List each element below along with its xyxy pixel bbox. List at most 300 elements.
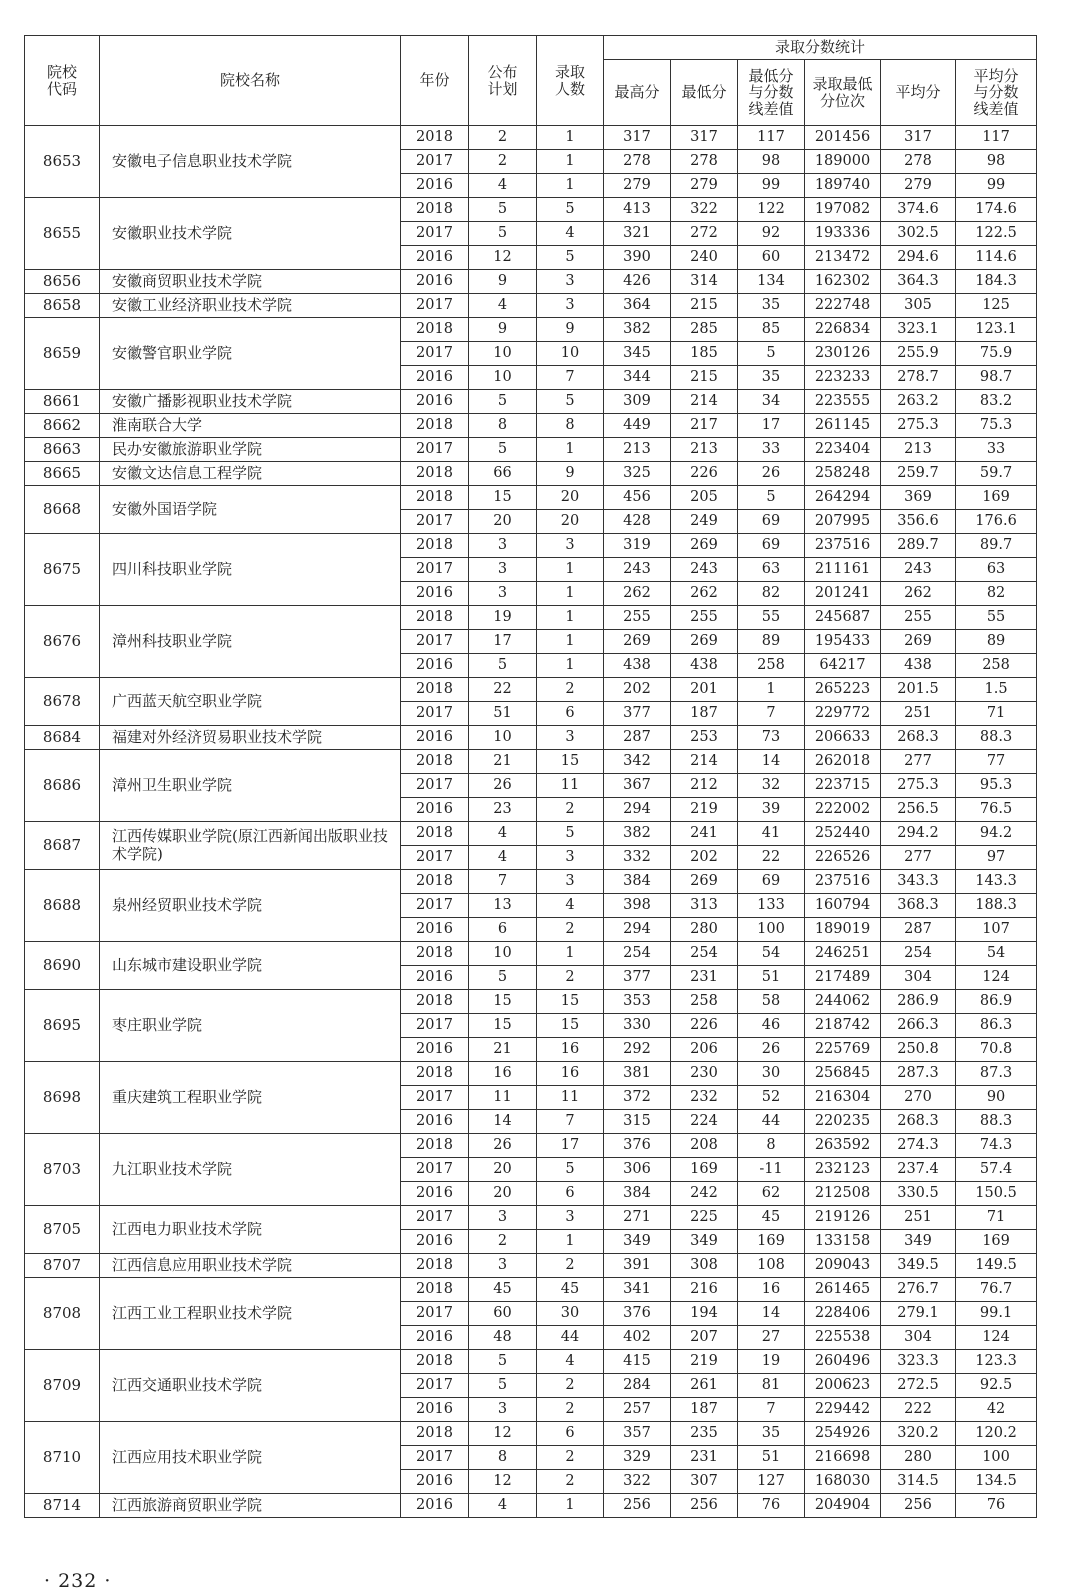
cell-admitted: 3 — [537, 1206, 604, 1230]
cell-max: 278 — [604, 150, 671, 174]
cell-min-diff: 14 — [738, 750, 805, 774]
school-name: 安徽商贸职业技术学院 — [100, 270, 401, 294]
table-row — [25, 606, 1037, 630]
cell-min-rank: 219126 — [805, 1206, 881, 1230]
school-name: 安徽职业技术学院 — [100, 198, 401, 270]
cell-avg: 349.5 — [881, 1254, 956, 1278]
cell-min-rank: 213472 — [805, 246, 881, 270]
cell-avg-diff: 94.2 — [956, 822, 1037, 846]
cell-admitted: 1 — [537, 606, 604, 630]
cell-min: 231 — [671, 1446, 738, 1470]
cell-year: 2017 — [401, 774, 469, 798]
cell-year: 2018 — [401, 318, 469, 342]
cell-min-diff: 69 — [738, 510, 805, 534]
cell-min-rank: 160794 — [805, 894, 881, 918]
cell-year: 2017 — [401, 702, 469, 726]
school-name: 漳州科技职业学院 — [100, 606, 401, 678]
cell-admitted: 2 — [537, 1398, 604, 1422]
cell-min-diff: 5 — [738, 486, 805, 510]
cell-avg: 251 — [881, 1206, 956, 1230]
cell-year: 2018 — [401, 414, 469, 438]
cell-max: 372 — [604, 1086, 671, 1110]
cell-max: 345 — [604, 342, 671, 366]
cell-min-diff: 60 — [738, 246, 805, 270]
cell-avg-diff: 59.7 — [956, 462, 1037, 486]
cell-plan: 20 — [469, 1158, 537, 1182]
cell-max: 341 — [604, 1278, 671, 1302]
cell-avg-diff: 114.6 — [956, 246, 1037, 270]
cell-avg-diff: 87.3 — [956, 1062, 1037, 1086]
cell-min-diff: 100 — [738, 918, 805, 942]
header-code: 院校 代码 — [25, 36, 100, 126]
cell-min: 187 — [671, 702, 738, 726]
cell-min: 317 — [671, 126, 738, 150]
cell-min: 438 — [671, 654, 738, 678]
cell-admitted: 45 — [537, 1278, 604, 1302]
cell-avg: 374.6 — [881, 198, 956, 222]
cell-avg-diff: 33 — [956, 438, 1037, 462]
cell-min: 226 — [671, 462, 738, 486]
cell-avg-diff: 117 — [956, 126, 1037, 150]
cell-min-diff: 54 — [738, 942, 805, 966]
cell-plan: 10 — [469, 366, 537, 390]
cell-avg: 272.5 — [881, 1374, 956, 1398]
cell-plan: 3 — [469, 534, 537, 558]
cell-avg-diff: 63 — [956, 558, 1037, 582]
school-name: 江西应用技术职业学院 — [100, 1422, 401, 1494]
table-row — [25, 1494, 1037, 1518]
cell-avg-diff: 82 — [956, 582, 1037, 606]
cell-min: 314 — [671, 270, 738, 294]
cell-admitted: 16 — [537, 1062, 604, 1086]
cell-max: 243 — [604, 558, 671, 582]
cell-min-rank: 206633 — [805, 726, 881, 750]
school-name: 安徽文达信息工程学院 — [100, 462, 401, 486]
cell-admitted: 44 — [537, 1326, 604, 1350]
cell-max: 382 — [604, 318, 671, 342]
cell-year: 2017 — [401, 1086, 469, 1110]
cell-plan: 45 — [469, 1278, 537, 1302]
cell-year: 2016 — [401, 270, 469, 294]
cell-admitted: 20 — [537, 486, 604, 510]
cell-avg-diff: 100 — [956, 1446, 1037, 1470]
cell-min-rank: 133158 — [805, 1230, 881, 1254]
cell-min-rank: 265223 — [805, 678, 881, 702]
cell-admitted: 8 — [537, 414, 604, 438]
cell-max: 390 — [604, 246, 671, 270]
cell-admitted: 11 — [537, 1086, 604, 1110]
cell-max: 344 — [604, 366, 671, 390]
cell-year: 2017 — [401, 1206, 469, 1230]
cell-avg: 222 — [881, 1398, 956, 1422]
cell-avg: 201.5 — [881, 678, 956, 702]
cell-plan: 6 — [469, 918, 537, 942]
header-admitted: 录取 人数 — [537, 36, 604, 126]
cell-admitted: 2 — [537, 966, 604, 990]
cell-min: 269 — [671, 534, 738, 558]
school-name: 民办安徽旅游职业学院 — [100, 438, 401, 462]
cell-avg-diff: 42 — [956, 1398, 1037, 1422]
cell-year: 2018 — [401, 1350, 469, 1374]
cell-avg: 274.3 — [881, 1134, 956, 1158]
cell-min-diff: 98 — [738, 150, 805, 174]
cell-avg-diff: 169 — [956, 1230, 1037, 1254]
cell-avg: 294.2 — [881, 822, 956, 846]
cell-year: 2016 — [401, 1110, 469, 1134]
cell-min: 269 — [671, 630, 738, 654]
cell-plan: 3 — [469, 582, 537, 606]
cell-min-diff: 35 — [738, 366, 805, 390]
cell-plan: 4 — [469, 822, 537, 846]
school-name: 江西旅游商贸职业学院 — [100, 1494, 401, 1518]
cell-avg: 268.3 — [881, 1110, 956, 1134]
cell-min: 255 — [671, 606, 738, 630]
cell-min-diff: 34 — [738, 390, 805, 414]
cell-avg-diff: 258 — [956, 654, 1037, 678]
cell-max: 413 — [604, 198, 671, 222]
cell-min: 187 — [671, 1398, 738, 1422]
cell-plan: 26 — [469, 774, 537, 798]
school-code: 8668 — [25, 486, 100, 534]
cell-plan: 4 — [469, 846, 537, 870]
cell-plan: 13 — [469, 894, 537, 918]
table-row — [25, 1350, 1037, 1374]
cell-plan: 26 — [469, 1134, 537, 1158]
cell-avg-diff: 71 — [956, 702, 1037, 726]
cell-avg: 323.1 — [881, 318, 956, 342]
cell-min-rank: 204904 — [805, 1494, 881, 1518]
cell-min-rank: 258248 — [805, 462, 881, 486]
cell-min-diff: 92 — [738, 222, 805, 246]
cell-min: 349 — [671, 1230, 738, 1254]
cell-min-diff: 63 — [738, 558, 805, 582]
cell-min: 231 — [671, 966, 738, 990]
cell-plan: 21 — [469, 1038, 537, 1062]
cell-min-diff: 41 — [738, 822, 805, 846]
cell-avg: 330.5 — [881, 1182, 956, 1206]
cell-plan: 14 — [469, 1110, 537, 1134]
cell-plan: 15 — [469, 990, 537, 1014]
cell-plan: 17 — [469, 630, 537, 654]
cell-year: 2016 — [401, 918, 469, 942]
table-row — [25, 270, 1037, 294]
cell-min-rank: 225769 — [805, 1038, 881, 1062]
table-row — [25, 438, 1037, 462]
cell-max: 321 — [604, 222, 671, 246]
school-name: 江西交通职业技术学院 — [100, 1350, 401, 1422]
cell-year: 2018 — [401, 870, 469, 894]
cell-max: 262 — [604, 582, 671, 606]
cell-min-diff: 76 — [738, 1494, 805, 1518]
cell-min-diff: 85 — [738, 318, 805, 342]
cell-admitted: 1 — [537, 174, 604, 198]
cell-admitted: 1 — [537, 942, 604, 966]
cell-admitted: 2 — [537, 1254, 604, 1278]
cell-admitted: 1 — [537, 438, 604, 462]
school-code: 8708 — [25, 1278, 100, 1350]
cell-avg-diff: 83.2 — [956, 390, 1037, 414]
cell-admitted: 4 — [537, 894, 604, 918]
cell-plan: 20 — [469, 510, 537, 534]
cell-avg: 277 — [881, 846, 956, 870]
cell-min: 249 — [671, 510, 738, 534]
cell-admitted: 5 — [537, 1158, 604, 1182]
cell-max: 213 — [604, 438, 671, 462]
cell-min-diff: 45 — [738, 1206, 805, 1230]
school-code: 8675 — [25, 534, 100, 606]
cell-avg-diff: 89 — [956, 630, 1037, 654]
school-code: 8707 — [25, 1254, 100, 1278]
cell-admitted: 1 — [537, 630, 604, 654]
school-name: 江西传媒职业学院(原江西新闻出版职业技术学院) — [100, 822, 401, 870]
cell-avg-diff: 99.1 — [956, 1302, 1037, 1326]
cell-min: 185 — [671, 342, 738, 366]
cell-avg: 268.3 — [881, 726, 956, 750]
school-name: 安徽警官职业学院 — [100, 318, 401, 390]
cell-plan: 3 — [469, 1206, 537, 1230]
cell-min-diff: 7 — [738, 702, 805, 726]
cell-min-diff: 62 — [738, 1182, 805, 1206]
cell-max: 415 — [604, 1350, 671, 1374]
cell-year: 2017 — [401, 222, 469, 246]
cell-avg-diff: 98 — [956, 150, 1037, 174]
cell-min-rank: 264294 — [805, 486, 881, 510]
school-code: 8656 — [25, 270, 100, 294]
cell-min-rank: 237516 — [805, 870, 881, 894]
cell-avg-diff: 75.3 — [956, 414, 1037, 438]
cell-year: 2016 — [401, 726, 469, 750]
cell-max: 322 — [604, 1470, 671, 1494]
cell-plan: 10 — [469, 942, 537, 966]
cell-plan: 5 — [469, 198, 537, 222]
cell-avg: 280 — [881, 1446, 956, 1470]
cell-min-rank: 220235 — [805, 1110, 881, 1134]
cell-min: 215 — [671, 366, 738, 390]
table-row — [25, 534, 1037, 558]
cell-avg-diff: 123.3 — [956, 1350, 1037, 1374]
cell-avg: 262 — [881, 582, 956, 606]
cell-min: 242 — [671, 1182, 738, 1206]
school-code: 8676 — [25, 606, 100, 678]
cell-admitted: 5 — [537, 246, 604, 270]
cell-plan: 12 — [469, 1470, 537, 1494]
cell-avg-diff: 169 — [956, 486, 1037, 510]
cell-avg-diff: 55 — [956, 606, 1037, 630]
cell-admitted: 4 — [537, 1350, 604, 1374]
school-code: 8662 — [25, 414, 100, 438]
cell-avg: 251 — [881, 702, 956, 726]
cell-min: 258 — [671, 990, 738, 1014]
cell-plan: 22 — [469, 678, 537, 702]
cell-max: 377 — [604, 966, 671, 990]
cell-min-rank: 223404 — [805, 438, 881, 462]
cell-min: 262 — [671, 582, 738, 606]
header-min-diff: 最低分 与分数 线差值 — [738, 60, 805, 126]
cell-min: 205 — [671, 486, 738, 510]
cell-avg-diff: 90 — [956, 1086, 1037, 1110]
cell-min-rank: 209043 — [805, 1254, 881, 1278]
cell-admitted: 5 — [537, 390, 604, 414]
table-row — [25, 126, 1037, 150]
cell-avg: 255.9 — [881, 342, 956, 366]
cell-admitted: 9 — [537, 462, 604, 486]
cell-min-rank: 223233 — [805, 366, 881, 390]
cell-min-diff: 58 — [738, 990, 805, 1014]
cell-avg: 302.5 — [881, 222, 956, 246]
cell-max: 353 — [604, 990, 671, 1014]
cell-admitted: 20 — [537, 510, 604, 534]
cell-min-rank: 193336 — [805, 222, 881, 246]
cell-admitted: 1 — [537, 582, 604, 606]
cell-admitted: 16 — [537, 1038, 604, 1062]
cell-avg: 287.3 — [881, 1062, 956, 1086]
cell-year: 2017 — [401, 342, 469, 366]
cell-min-rank: 244062 — [805, 990, 881, 1014]
cell-avg: 259.7 — [881, 462, 956, 486]
school-name: 重庆建筑工程职业学院 — [100, 1062, 401, 1134]
cell-min: 216 — [671, 1278, 738, 1302]
cell-min-rank: 245687 — [805, 606, 881, 630]
cell-avg-diff: 150.5 — [956, 1182, 1037, 1206]
cell-min: 169 — [671, 1158, 738, 1182]
cell-year: 2017 — [401, 846, 469, 870]
cell-min: 215 — [671, 294, 738, 318]
cell-avg: 368.3 — [881, 894, 956, 918]
cell-max: 287 — [604, 726, 671, 750]
cell-max: 330 — [604, 1014, 671, 1038]
cell-year: 2016 — [401, 1230, 469, 1254]
cell-min-rank: 189019 — [805, 918, 881, 942]
cell-min-rank: 256845 — [805, 1062, 881, 1086]
school-code: 8655 — [25, 198, 100, 270]
cell-max: 294 — [604, 798, 671, 822]
cell-min-rank: 237516 — [805, 534, 881, 558]
cell-avg: 256 — [881, 1494, 956, 1518]
cell-plan: 4 — [469, 1494, 537, 1518]
cell-min-diff: 27 — [738, 1326, 805, 1350]
cell-min: 206 — [671, 1038, 738, 1062]
cell-year: 2017 — [401, 150, 469, 174]
cell-plan: 23 — [469, 798, 537, 822]
cell-avg-diff: 76 — [956, 1494, 1037, 1518]
table-row — [25, 1134, 1037, 1158]
header-avg-diff: 平均分 与分数 线差值 — [956, 60, 1037, 126]
cell-year: 2016 — [401, 1038, 469, 1062]
cell-avg-diff: 71 — [956, 1206, 1037, 1230]
cell-max: 256 — [604, 1494, 671, 1518]
cell-min-diff: 51 — [738, 1446, 805, 1470]
school-code: 8686 — [25, 750, 100, 822]
cell-min-rank: 263592 — [805, 1134, 881, 1158]
cell-plan: 12 — [469, 246, 537, 270]
cell-plan: 5 — [469, 654, 537, 678]
cell-admitted: 3 — [537, 270, 604, 294]
cell-min-rank: 226834 — [805, 318, 881, 342]
cell-min-rank: 229772 — [805, 702, 881, 726]
cell-year: 2016 — [401, 366, 469, 390]
header-max: 最高分 — [604, 60, 671, 126]
cell-min-diff: 82 — [738, 582, 805, 606]
cell-avg: 213 — [881, 438, 956, 462]
cell-min: 208 — [671, 1134, 738, 1158]
cell-min: 219 — [671, 798, 738, 822]
cell-admitted: 1 — [537, 1230, 604, 1254]
cell-admitted: 1 — [537, 150, 604, 174]
cell-max: 292 — [604, 1038, 671, 1062]
school-code: 8658 — [25, 294, 100, 318]
cell-avg: 343.3 — [881, 870, 956, 894]
cell-min: 307 — [671, 1470, 738, 1494]
table-header — [25, 36, 1037, 126]
cell-admitted: 6 — [537, 1422, 604, 1446]
cell-max: 325 — [604, 462, 671, 486]
header-name: 院校名称 — [100, 36, 401, 126]
cell-avg: 243 — [881, 558, 956, 582]
cell-max: 426 — [604, 270, 671, 294]
cell-avg: 286.9 — [881, 990, 956, 1014]
cell-year: 2016 — [401, 1470, 469, 1494]
cell-admitted: 1 — [537, 1494, 604, 1518]
cell-admitted: 6 — [537, 1182, 604, 1206]
cell-min-rank: 225538 — [805, 1326, 881, 1350]
cell-min-rank: 262018 — [805, 750, 881, 774]
cell-min: 261 — [671, 1374, 738, 1398]
cell-year: 2017 — [401, 1374, 469, 1398]
school-code: 8688 — [25, 870, 100, 942]
cell-avg: 275.3 — [881, 774, 956, 798]
cell-year: 2016 — [401, 1182, 469, 1206]
cell-min: 279 — [671, 174, 738, 198]
cell-min: 214 — [671, 390, 738, 414]
school-name: 福建对外经济贸易职业技术学院 — [100, 726, 401, 750]
cell-avg: 270 — [881, 1086, 956, 1110]
cell-year: 2016 — [401, 1494, 469, 1518]
cell-min: 232 — [671, 1086, 738, 1110]
cell-min-rank: 216698 — [805, 1446, 881, 1470]
cell-max: 449 — [604, 414, 671, 438]
cell-min-rank: 207995 — [805, 510, 881, 534]
school-name: 江西信息应用职业技术学院 — [100, 1254, 401, 1278]
cell-max: 255 — [604, 606, 671, 630]
cell-plan: 12 — [469, 1422, 537, 1446]
cell-avg-diff: 92.5 — [956, 1374, 1037, 1398]
cell-avg: 255 — [881, 606, 956, 630]
cell-plan: 5 — [469, 1350, 537, 1374]
cell-avg: 294.6 — [881, 246, 956, 270]
cell-admitted: 7 — [537, 1110, 604, 1134]
cell-min: 322 — [671, 198, 738, 222]
cell-min-rank: 217489 — [805, 966, 881, 990]
cell-year: 2016 — [401, 1326, 469, 1350]
cell-max: 376 — [604, 1134, 671, 1158]
cell-year: 2016 — [401, 654, 469, 678]
cell-min: 194 — [671, 1302, 738, 1326]
cell-year: 2018 — [401, 1134, 469, 1158]
cell-plan: 8 — [469, 414, 537, 438]
cell-avg-diff: 57.4 — [956, 1158, 1037, 1182]
cell-min-rank: 261145 — [805, 414, 881, 438]
cell-max: 317 — [604, 126, 671, 150]
school-code: 8678 — [25, 678, 100, 726]
cell-admitted: 10 — [537, 342, 604, 366]
cell-max: 279 — [604, 174, 671, 198]
school-code: 8695 — [25, 990, 100, 1062]
cell-year: 2016 — [401, 966, 469, 990]
cell-min: 278 — [671, 150, 738, 174]
cell-avg: 256.5 — [881, 798, 956, 822]
cell-min: 313 — [671, 894, 738, 918]
cell-year: 2017 — [401, 1014, 469, 1038]
